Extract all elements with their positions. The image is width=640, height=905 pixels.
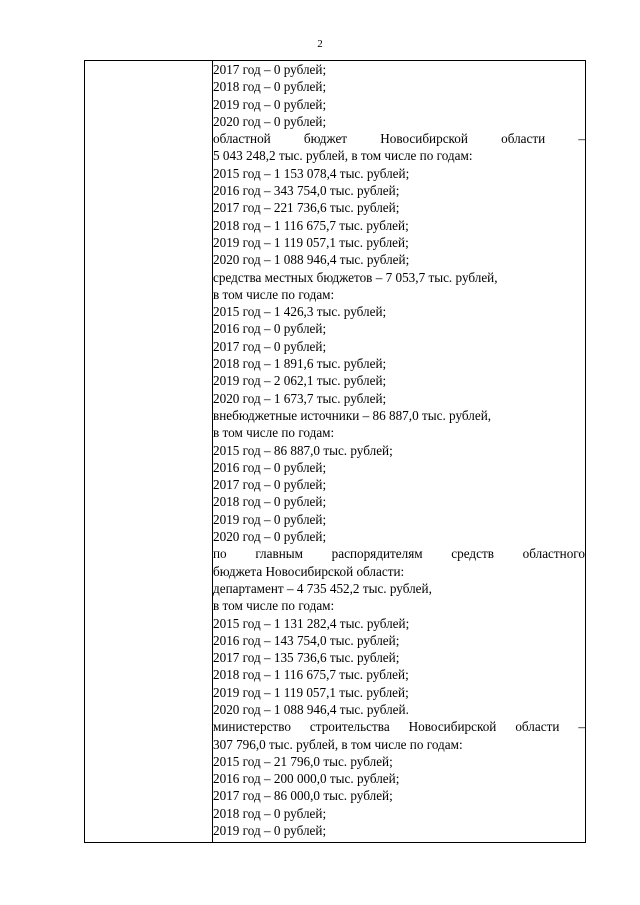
text-line: 2017 год – 135 736,6 тыс. рублей; (213, 650, 400, 666)
text-line: 2017 год – 221 736,6 тыс. рублей; (213, 200, 400, 216)
table-row (85, 61, 586, 843)
text-line: 2017 год – 86 000,0 тыс. рублей; (213, 788, 393, 804)
table-left-cell (85, 61, 213, 843)
text-line: 2018 год – 1 116 675,7 тыс. рублей; (213, 667, 409, 683)
text-line: 2015 год – 86 887,0 тыс. рублей; (213, 442, 393, 458)
text-line: 2017 год – 0 рублей; (213, 477, 327, 493)
text-line: 2020 год – 0 рублей; (213, 113, 327, 129)
text-line: 2019 год – 0 рублей; (213, 823, 327, 839)
text-line: в том числе по годам: (213, 425, 335, 441)
text-line: 2018 год – 0 рублей; (213, 805, 327, 821)
text-line: 2019 год – 0 рублей; (213, 511, 327, 527)
text-line: 2015 год – 1 426,3 тыс. рублей; (213, 304, 387, 320)
text-line: областной бюджет Новосибирской области – (213, 131, 585, 147)
financing-table (84, 60, 586, 843)
table-right-cell (213, 61, 586, 843)
text-line: 307 796,0 тыс. рублей, в том числе по годам: (213, 736, 463, 752)
text-line: внебюджетные источники – 86 887,0 тыс. рублей, (213, 407, 492, 423)
text-line: 2019 год – 2 062,1 тыс. рублей; (213, 373, 387, 389)
text-line: 2017 год – 0 рублей; (213, 338, 327, 354)
text-line: 5 043 248,2 тыс. рублей, в том числе по годам: (213, 148, 473, 164)
text-line: средства местных бюджетов – 7 053,7 тыс. рублей, (213, 269, 498, 285)
text-line: 2015 год – 1 153 078,4 тыс. рублей; (213, 165, 410, 181)
text-line: 2019 год – 0 рублей; (213, 96, 327, 112)
text-line: 2016 год – 200 000,0 тыс. рублей; (213, 771, 400, 787)
text-line: 2020 год – 1 088 946,4 тыс. рублей. (213, 701, 409, 717)
text-line: 2020 год – 1 088 946,4 тыс. рублей; (213, 252, 410, 268)
text-line: в том числе по годам: (213, 286, 335, 302)
text-line: 2018 год – 1 116 675,7 тыс. рублей; (213, 217, 409, 233)
text-line: бюджета Новосибирской области: (213, 563, 405, 579)
text-line: 2016 год – 343 754,0 тыс. рублей; (213, 183, 400, 199)
text-line: 2018 год – 0 рублей; (213, 79, 327, 95)
text-line: 2020 год – 1 673,7 тыс. рублей; (213, 390, 387, 406)
text-line: 2019 год – 1 119 057,1 тыс. рублей; (213, 684, 409, 700)
text-line: департамент – 4 735 452,2 тыс. рублей, (213, 580, 432, 596)
text-line: 2016 год – 0 рублей; (213, 321, 327, 337)
text-line: 2018 год – 0 рублей; (213, 494, 327, 510)
text-line: 2019 год – 1 119 057,1 тыс. рублей; (213, 234, 409, 250)
text-line: по главным распорядителям средств областного (213, 546, 585, 562)
text-line: министерство строительства Новосибирской области – (213, 719, 585, 735)
text-line: в том числе по годам: (213, 598, 335, 614)
text-line: 2016 год – 143 754,0 тыс. рублей; (213, 632, 400, 648)
text-line: 2016 год – 0 рублей; (213, 459, 327, 475)
text-line: 2015 год – 21 796,0 тыс. рублей; (213, 753, 393, 769)
text-line: 2018 год – 1 891,6 тыс. рублей; (213, 356, 387, 372)
text-line: 2017 год – 0 рублей; (213, 62, 327, 77)
page-number: 2 (317, 38, 323, 50)
text-line: 2015 год – 1 131 282,4 тыс. рублей; (213, 615, 410, 631)
text-line: 2020 год – 0 рублей; (213, 529, 327, 545)
